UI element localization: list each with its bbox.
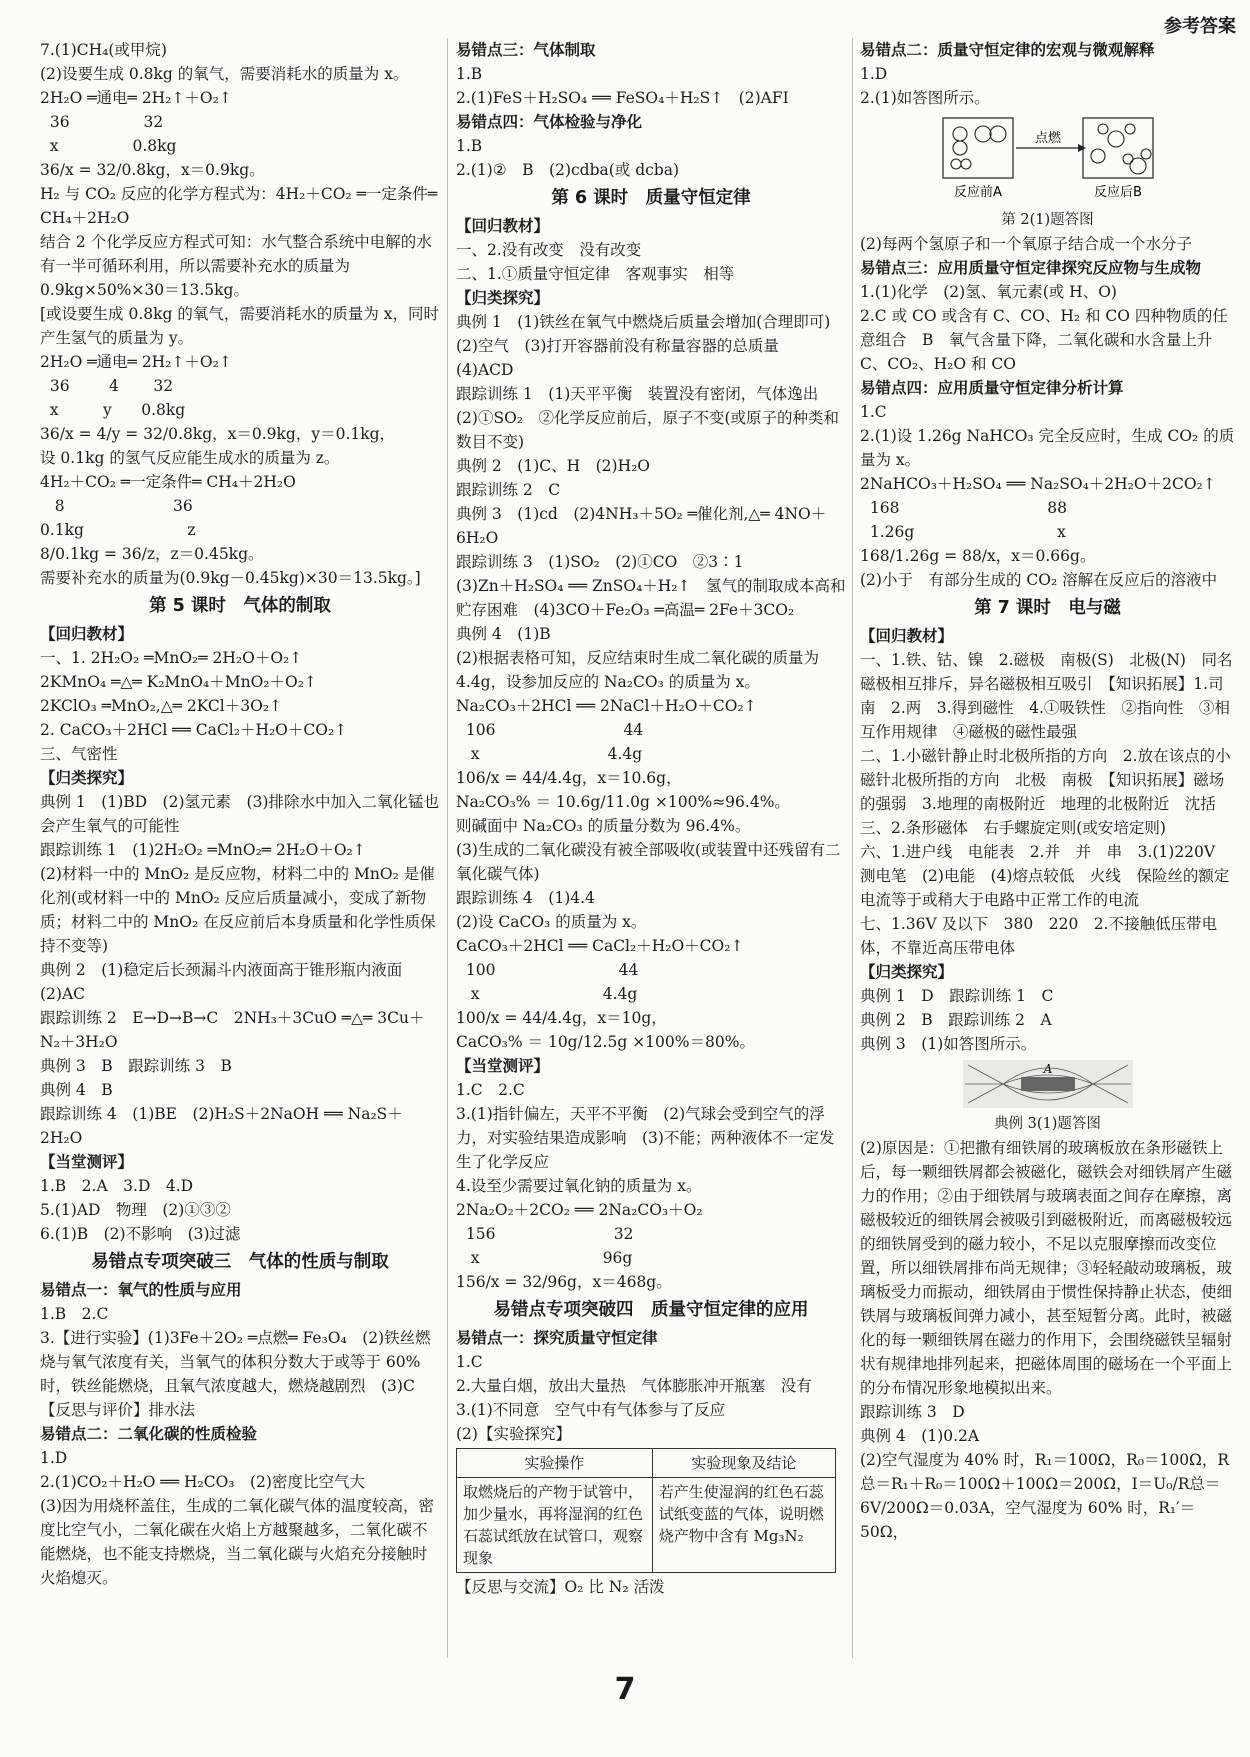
answer-line: 典例 2 (1)稳定后长颈漏斗内液面高于锥形瓶内液面 (2)AC (40, 961, 418, 1003)
answer-line: 36/x = 32/0.8kg，x＝0.9kg。 (40, 161, 265, 179)
answer-line: 0.1kg z (40, 521, 196, 539)
answer-line: 2KMnO₄ ═△═ K₂MnO₄＋MnO₂＋O₂↑ (40, 673, 317, 691)
answer-line: (2)原因是：①把撒有细铁屑的玻璃板放在条形磁铁上后，每一颗细铁屑都会被磁化，磁铁会对细铁屑产生磁力的作用；②由于细铁屑与玻璃表面之间存在摩擦，离磁极较近的细铁屑会被吸引到磁极附近，而离磁极较远的细铁屑受到的磁力较小，不足以克服摩擦而改变位置，所以细铁屑排布尚无规律；③轻轻敲动玻璃板，玻璃板受力而振动，细铁屑由于惯性保持静止状态，使细铁屑与玻璃板间弹力减小，甚至短暂分离。此时，被磁化的每一颗细铁屑在磁力的作用下，会围绕磁铁呈辐射状有规律地排列起来，把磁体周围的磁场在一个平面上的分布情况形象地模拟出来。 (860, 1139, 1233, 1397)
answer-line: x 4.4g (456, 745, 643, 763)
answer-line: 1.D (860, 65, 888, 83)
section-heading: 【归类探究】 (40, 769, 134, 787)
answer-line: (3)因为用烧杯盖住，生成的二氧化碳气体的温度较高，密度比空气小，二氧化碳在火焰上方越聚越多，二氧化碳不能燃烧，也不能支持燃烧，当二氧化碳与火焰充分接触时火焰熄灭。 (40, 1497, 434, 1587)
answer-line: 168 88 (860, 499, 1067, 517)
answer-line: 典例 3 (1)如答图所示。 (860, 1035, 1037, 1053)
answer-line: 2.(1)FeS＋H₂SO₄ ══ FeSO₄＋H₂S↑ (2)AFI (456, 89, 789, 107)
answer-line: 2. CaCO₃＋2HCl ══ CaCl₂＋H₂O＋CO₂↑ (40, 721, 348, 739)
table-row (457, 1478, 836, 1573)
section-heading: 易错点三：气体制取 (456, 41, 596, 59)
answer-line: 典例 3 B 跟踪训练 3 B (40, 1057, 232, 1075)
answer-line: 2NaHCO₃＋H₂SO₄ ══ Na₂SO₄＋2H₂O＋2CO₂↑ (860, 475, 1216, 493)
section-heading: 【回归教材】 (860, 627, 954, 645)
answer-line: 典例 1 D 跟踪训练 1 C (860, 987, 1054, 1005)
answer-line: 跟踪训练 3 D (860, 1403, 965, 1421)
column-3-middle (860, 232, 1235, 1056)
answer-line: 168/1.26g = 88/x，x＝0.66g。 (860, 547, 1096, 565)
answer-line: 7.(1)CH₄(或甲烷) (40, 41, 167, 59)
answer-line: x y 0.8kg (40, 401, 186, 419)
section-heading: 易错点二：质量守恒定律的宏观与微观解释 (860, 41, 1155, 59)
answer-line: 跟踪训练 2 E→D→B→C 2NH₃＋3CuO ═△═ 3Cu＋N₂＋3H₂O (40, 1009, 425, 1051)
answer-line: 6.(1)B (2)不影响 (3)过滤 (40, 1225, 241, 1243)
answer-line: 跟踪训练 1 (1)2H₂O₂ ═MnO₂═ 2H₂O＋O₂↑ (40, 841, 366, 859)
answer-line: 1.B (456, 65, 483, 83)
answer-line: (2)【实验探究】 (456, 1425, 571, 1443)
answer-line: 跟踪训练 2 C (456, 481, 561, 499)
section-heading: 易错点一：探究质量守恒定律 (456, 1329, 658, 1347)
arrow-label: 点燃 (1034, 131, 1061, 146)
answer-line: 2.C 或 CO 或含有 C、CO、H₂ 和 CO 四种物质的任意组合 B 氧气含量下降，二氧化碳和水含量上升 C、CO₂、H₂O 和 CO (860, 307, 1228, 373)
section-title: 第 5 课时 气体的制取 (149, 596, 331, 616)
column-3 (860, 38, 1235, 1544)
answer-line: 典例 3 (1)cd (2)4NH₃＋5O₂ ═催化剂,△═ 4NO＋6H₂O (456, 505, 827, 547)
answer-line: 2.大量白烟，放出大量热 气体膨胀冲开瓶塞 没有 (456, 1377, 812, 1395)
section-heading: 【当堂测评】 (40, 1153, 134, 1171)
point-label: A (1043, 1062, 1052, 1076)
section-title: 易错点专项突破四 质量守恒定律的应用 (493, 1300, 809, 1320)
answer-line: CaCO₃＋2HCl ══ CaCl₂＋H₂O＋CO₂↑ (456, 937, 744, 955)
table-cell: 取燃烧后的产物于试管中，加少量水，再将湿润的红色石蕊试纸放在试管口，观察现象 (457, 1478, 653, 1573)
answer-line: 1.(1)化学 (2)氢、氧元素(或 H、O) (860, 283, 1117, 301)
answer-line: CaCO₃% ＝ 10g/12.5g ×100%＝80%。 (456, 1033, 755, 1051)
column-divider (447, 38, 448, 1658)
answer-line: x 96g (456, 1249, 633, 1267)
table-cell: 若产生使湿润的红色石蕊试纸变蓝的气体，说明燃烧产物中含有 Mg₃N₂ (652, 1478, 835, 1573)
answer-line: 结合 2 个化学反应方程式可知：水气整合系统中电解的水有一半可循环利用，所以需要补充水的质量为 0.9kg×50%×30＝13.5kg。 (40, 233, 432, 299)
answer-line: 七、1.36V 及以下 380 220 2.不接触低压带电体，不靠近高压带电体 (860, 915, 1218, 957)
answer-line: 1.26g x (860, 523, 1066, 541)
answer-line: 36 4 32 (40, 377, 174, 395)
answer-line: 36 32 (40, 113, 164, 131)
answer-line: (2)小于 有部分生成的 CO₂ 溶解在反应后的溶液中 (860, 571, 1218, 589)
answer-line: 三、气密性 (40, 745, 118, 763)
section-title: 第 7 课时 电与磁 (974, 598, 1121, 618)
section-heading: 易错点四：应用质量守恒定律分析计算 (860, 379, 1124, 397)
answer-line: 4.设至少需要过氧化钠的质量为 x。 (456, 1177, 702, 1195)
magnetic-field-diagram (963, 1060, 1133, 1108)
answer-line: 一、2.没有改变 没有改变 (456, 241, 642, 259)
answer-line: 典例 1 (1)BD (2)氢元素 (3)排除水中加入二氧化锰也会产生氧气的可能性 (40, 793, 439, 835)
section-heading: 易错点一：氧气的性质与应用 (40, 1281, 242, 1299)
column-2-bottom (456, 1575, 846, 1599)
page-header (0, 0, 1250, 40)
answer-line: 2Na₂O₂＋2CO₂ ══ 2Na₂CO₃＋O₂ (456, 1201, 703, 1219)
answer-line: Na₂CO₃＋2HCl ══ 2NaCl＋H₂O＋CO₂↑ (456, 697, 757, 715)
column-1 (40, 38, 443, 1590)
answer-line: 8/0.1kg = 36/z，z＝0.45kg。 (40, 545, 264, 563)
section-title: 易错点专项突破三 气体的性质与制取 (91, 1252, 389, 1272)
answer-line: H₂ 与 CO₂ 反应的化学方程式为：4H₂＋CO₂ ═一定条件═ CH₄＋2H₂O (40, 185, 443, 227)
answer-line: 1.C 2.C (456, 1081, 525, 1099)
answer-line: 1.D (40, 1449, 68, 1467)
answer-line: 跟踪训练 4 (1)4.4 (456, 889, 595, 907)
answer-line: (2)设要生成 0.8kg 的氧气，需要消耗水的质量为 x。 (40, 65, 409, 83)
answer-line: 设 0.1kg 的氢气反应能生成水的质量为 z。 (40, 449, 340, 467)
section-heading: 【归类探究】 (456, 289, 550, 307)
section-title: 第 6 课时 质量守恒定律 (551, 188, 751, 208)
answer-line: 5.(1)AD 物理 (2)①③② (40, 1201, 231, 1219)
answer-line: 典例 2 B 跟踪训练 2 A (860, 1011, 1052, 1029)
answer-line: (3)生成的二氧化碳没有被全部吸收(或装置中还残留有二氧化碳气体) (456, 841, 841, 883)
answer-line: 100/x = 44/4.4g，x＝10g， (456, 1009, 667, 1027)
bar-magnet (1021, 1077, 1075, 1091)
section-heading: 【当堂测评】 (456, 1057, 550, 1075)
table-header: 实验操作 (457, 1449, 653, 1478)
experiment-table (456, 1448, 836, 1573)
section-heading: 易错点四：气体检验与净化 (456, 113, 643, 131)
answer-line: [或设要生成 0.8kg 的氧气，需要消耗水的质量为 x，同时产生氢气的质量为 y。 (40, 305, 440, 347)
answer-line: 2.(1)如答图所示。 (860, 89, 990, 107)
after-label: 反应后B (1093, 185, 1142, 200)
answer-line: 3.【进行实验】(1)3Fe＋2O₂ ═点燃═ Fe₃O₄ (2)铁丝燃烧与氧气浓度有关，当氧气的体积分数大于或等于 60% 时，铁丝能燃烧，且氧气浓度越大，燃烧越剧烈 (3)C 【反思与评价】排水法 (40, 1329, 431, 1419)
answer-line: 跟踪训练 1 (1)天平平衡 装置没有密闭，气体逸出 (2)①SO₂ ②化学反应前后，原子不变(或原子的种类和数目不变) (456, 385, 840, 451)
column-divider (852, 38, 853, 1658)
answer-line: (2)材料一中的 MnO₂ 是反应物，材料二中的 MnO₂ 是催化剂(或材料一中的 MnO₂ 反应后质量减小，变成了新物质；材料二中的 MnO₂ 在反应前后本身质量和化学性质保持不变等) (40, 865, 436, 955)
answer-line: 2H₂O ═通电═ 2H₂↑＋O₂↑ (40, 89, 232, 107)
answer-line: 典例 4 B (40, 1081, 113, 1099)
answer-line: 一、1. 2H₂O₂ ═MnO₂═ 2H₂O＋O₂↑ (40, 649, 303, 667)
answer-line: 1.B (456, 137, 483, 155)
answer-line: 1.C (456, 1353, 483, 1371)
answer-line: 8 36 (40, 497, 193, 515)
answer-line: 典例 4 (1)B (456, 625, 551, 643)
column-2-top (456, 38, 846, 1446)
arrow-head (1078, 144, 1086, 152)
answer-line: 二、1.①质量守恒定律 客观事实 相等 (456, 265, 735, 283)
answer-line: 【反思与交流】O₂ 比 N₂ 活泼 (456, 1578, 665, 1596)
figure-caption: 第 2(1)题答图 (1001, 212, 1094, 228)
answer-line: 六、1.进户线 电能表 2.并 并 串 3.(1)220V 测电笔 (2)电能 (4)熔点较低 火线 保险丝的额定电流等于或稍大于电路中正常工作的电流 (860, 843, 1231, 909)
header-title: 参考答案 (1164, 16, 1236, 37)
answer-line: 156 32 (456, 1225, 634, 1243)
answer-line: 2.(1)② B (2)cdba(或 dcba) (456, 161, 680, 179)
answer-line: (3)Zn＋H₂SO₄ ══ ZnSO₄＋H₂↑ 氢气的制取成本高和贮存困难 (4)3CO＋Fe₂O₃ ═高温═ 2Fe＋3CO₂ (456, 577, 846, 619)
answer-line: Na₂CO₃% ＝ 10.6g/11.0g ×100%≈96.4%。 (456, 793, 790, 811)
answer-line: x 4.4g (456, 985, 638, 1003)
column-3-bottom (860, 1136, 1235, 1544)
answer-line: 1.B 2.C (40, 1305, 109, 1323)
answer-line: (2)根据表格可知，反应结束时生成二氧化碳的质量为 4.4g，设参加反应的 Na₂CO₃ 的质量为 x。 (456, 649, 824, 691)
answer-line: 1.C (860, 403, 887, 421)
page-number: 7 (614, 1672, 636, 1707)
molecule-reaction-diagram (898, 114, 1198, 204)
answer-line: 3.(1)不同意 空气中有气体参与了反应 (456, 1401, 726, 1419)
answer-line: 一、1.铁、钴、镍 2.磁极 南极(S) 北极(N) 同名磁极相互排斥，异名磁极相互吸引 【知识拓展】1.司南 2.两 3.得到磁性 4.①吸铁性 ②指向性 ③相互作用规律 ④磁极的磁性最强 (860, 651, 1233, 741)
answer-line: 156/x = 32/96g，x＝468g。 (456, 1273, 672, 1291)
section-heading: 易错点三：应用质量守恒定律探究反应物与生成物 (860, 259, 1202, 277)
column-2 (456, 38, 846, 1599)
answer-line: (2)每两个氢原子和一个氧原子结合成一个水分子 (860, 235, 1192, 253)
answer-line: 2.(1)设 1.26g NaHCO₃ 完全反应时，生成 CO₂ 的质量为 x。 (860, 427, 1235, 469)
table-header: 实验现象及结论 (652, 1449, 835, 1478)
answer-line: 4H₂＋CO₂ ═一定条件═ CH₄＋2H₂O (40, 473, 296, 491)
answer-line: 三、2.条形磁体 右手螺旋定则(或安培定则) (860, 819, 1166, 837)
answer-line: x 0.8kg (40, 137, 177, 155)
answer-line: 100 44 (456, 961, 639, 979)
answer-line: 典例 1 (1)铁丝在氧气中燃烧后质量会增加(合理即可) (2)空气 (3)打开容器前没有称量容器的总质量 (4)ACD (456, 313, 846, 379)
answer-line: 典例 4 (1)0.2A (860, 1427, 980, 1445)
answer-line: 跟踪训练 3 (1)SO₂ (2)①CO ②3∶1 (456, 553, 744, 571)
section-heading: 【回归教材】 (40, 625, 134, 643)
answer-line: 106 44 (456, 721, 644, 739)
answer-line: 36/x = 4/y = 32/0.8kg，x＝0.9kg，y＝0.1kg， (40, 425, 396, 443)
section-heading: 易错点二：二氧化碳的性质检验 (40, 1425, 258, 1443)
section-heading: 【回归教材】 (456, 217, 550, 235)
after-box (1083, 118, 1153, 178)
answer-line: 跟踪训练 4 (1)BE (2)H₂S＋2NaOH ══ Na₂S＋2H₂O (40, 1105, 403, 1147)
before-label: 反应前A (953, 185, 1002, 200)
answer-line: 2H₂O ═通电═ 2H₂↑＋O₂↑ (40, 353, 232, 371)
answer-line: (2)空气湿度为 40% 时，R₁＝100Ω，R₀＝100Ω，R总＝R₁＋R₀＝100Ω＋100Ω＝200Ω，I＝U₀/R总＝6V/200Ω＝0.03A，空气湿度为 60% 时，R₁′＝50Ω， (860, 1451, 1230, 1541)
answer-line: 典例 2 (1)C、H (2)H₂O (456, 457, 651, 475)
section-heading: 【归类探究】 (860, 963, 954, 981)
answer-line: 2.(1)CO₂＋H₂O ══ H₂CO₃ (2)密度比空气大 (40, 1473, 365, 1491)
answer-line: (2)设 CaCO₃ 的质量为 x。 (456, 913, 647, 931)
column-3-top (860, 38, 1235, 110)
answer-line: 二、1.小磁针静止时北极所指的方向 2.放在该点的小磁针北极所指的方向 北极 南极 【知识拓展】磁场的强弱 3.地理的南极附近 地理的北极附近 沈括 (860, 747, 1231, 813)
answer-line: 106/x = 44/4.4g，x＝10.6g， (456, 769, 682, 787)
answer-line: 3.(1)指针偏左，天平不平衡 (2)气球会受到空气的浮力，对实验结果造成影响 (3)不能；两种液体不一定发生了化学反应 (456, 1105, 835, 1171)
answer-line: 需要补充水的质量为(0.9kg－0.45kg)×30＝13.5kg。] (40, 569, 421, 587)
figure-caption: 典例 3(1)题答图 (994, 1116, 1101, 1132)
answer-line: 1.B 2.A 3.D 4.D (40, 1177, 194, 1195)
answer-line: 2KClO₃ ═MnO₂,△═ 2KCl＋3O₂↑ (40, 697, 283, 715)
answer-line: 则碱面中 Na₂CO₃ 的质量分数为 96.4%。 (456, 817, 751, 835)
